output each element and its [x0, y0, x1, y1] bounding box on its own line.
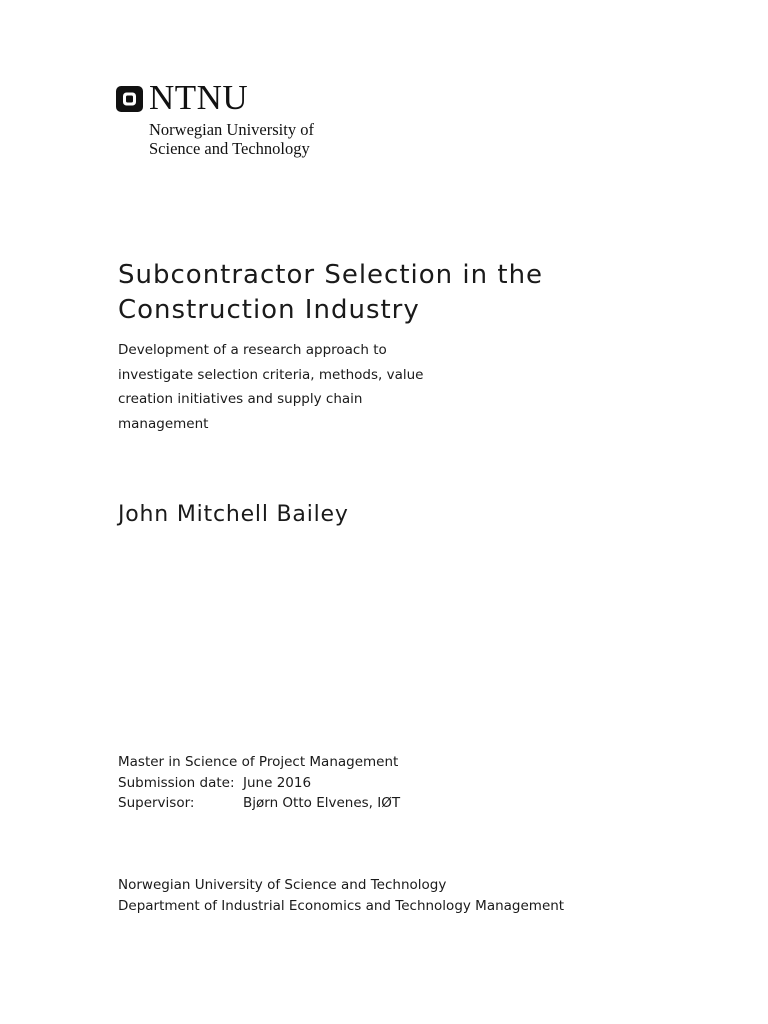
university-name: Norwegian University of Science and Technology [118, 877, 447, 893]
submission-label: Submission date: [118, 774, 235, 791]
submission-row [118, 773, 400, 794]
logo-subtitle-line-2: Science and Technology [149, 139, 310, 158]
program-name: Master in Science of Project Management [118, 754, 399, 770]
logo-subtitle-line-1: Norwegian University of [149, 120, 314, 139]
program-row [118, 752, 400, 773]
submission-value: June 2016 [243, 774, 312, 791]
institution-block [118, 875, 564, 916]
supervisor-value: Bjørn Otto Elvenes, IØT [243, 795, 401, 811]
logo-wordmark: NTNU [149, 78, 249, 117]
ntnu-logo [116, 78, 376, 165]
thesis-meta [118, 752, 400, 814]
thesis-subtitle: Development of a research approach to investigate selection criteria, methods, value creation initiatives and supply chain management [118, 342, 424, 432]
supervisor-row [118, 793, 400, 814]
logo-subtitle [149, 120, 314, 158]
ntnu-emblem-icon [116, 86, 143, 112]
department-name: Department of Industrial Economics and Technology Management [118, 897, 565, 914]
supervisor-label: Supervisor: [118, 795, 195, 811]
thesis-title: Subcontractor Selection in the Construction Industry [118, 260, 544, 325]
author-name: John Mitchell Bailey [118, 502, 349, 527]
